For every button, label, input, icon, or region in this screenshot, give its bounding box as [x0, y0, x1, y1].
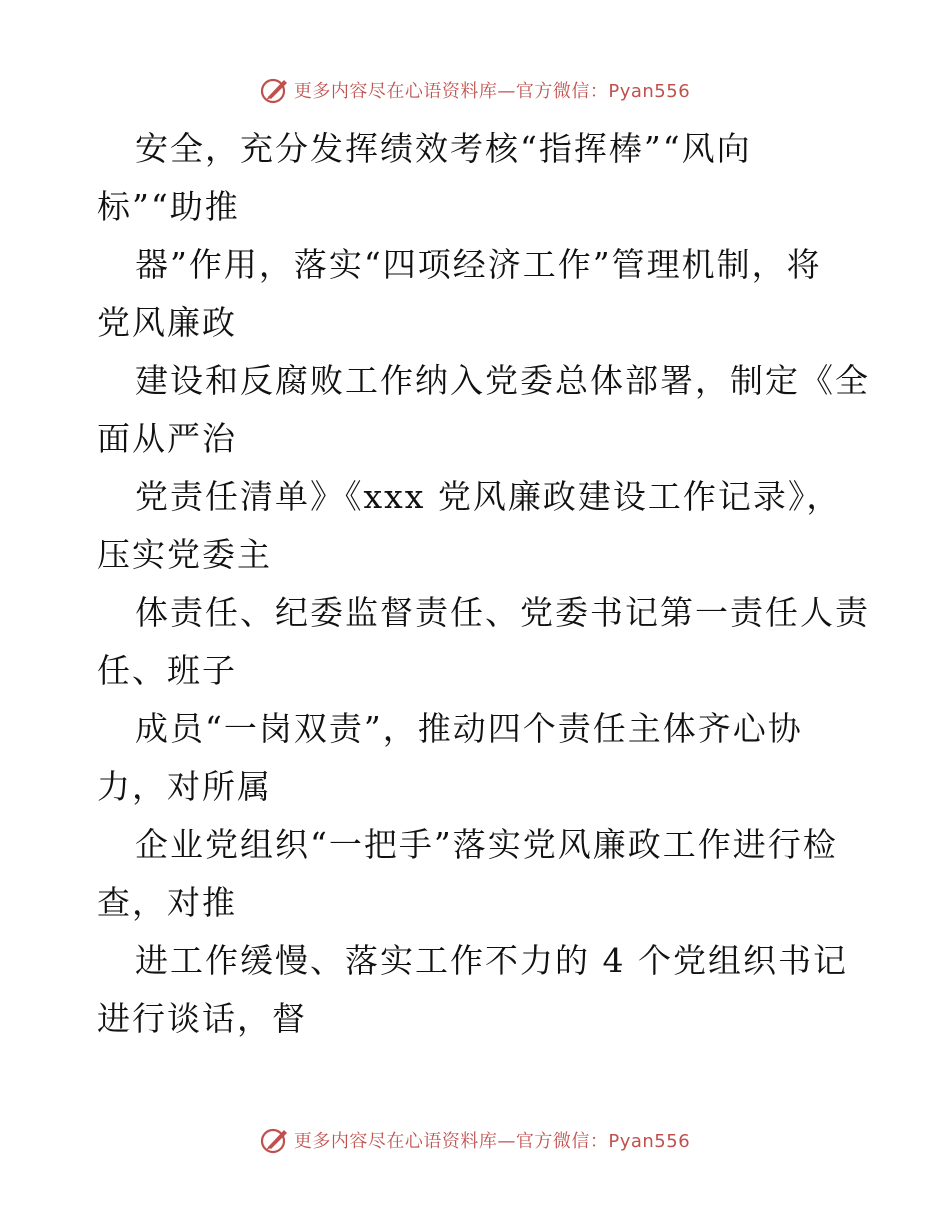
text-line: 安全，充分发挥绩效考核“指挥棒”“风向	[135, 129, 752, 168]
text-line: 进工作缓慢、落实工作不力的 4 个党组织书记	[135, 941, 848, 980]
footer-banner-text: 更多内容尽在心语资料库—官方微信：Pyan556	[293, 1131, 691, 1152]
text-line: 压实党委主	[97, 535, 272, 574]
text-line: 力，对所属	[97, 767, 272, 806]
text-line: 面从严治	[97, 419, 237, 458]
text-line: 体责任、纪委监督责任、党委书记第一责任人责	[135, 593, 870, 632]
text-line: 党责任清单》《xxx 党风廉政建设工作记录》，	[135, 477, 842, 516]
text-line: 进行谈话，督	[97, 999, 307, 1038]
text-line: 企业党组织“一把手”落实党风廉政工作进行检	[135, 825, 838, 864]
text-line: 任、班子	[97, 651, 237, 690]
text-line: 器”作用，落实“四项经济工作”管理机制，将	[135, 245, 822, 284]
footer-banner	[0, 1120, 950, 1160]
text-line: 党风廉政	[97, 303, 237, 342]
text-line: 建设和反腐败工作纳入党委总体部署，制定《全	[135, 361, 870, 400]
text-line: 标”“助推	[97, 187, 240, 226]
quill-pen-logo-icon	[260, 75, 290, 105]
text-line: 查，对推	[97, 883, 237, 922]
text-line: 成员“一岗双责”，推动四个责任主体齐心协	[135, 709, 803, 748]
quill-pen-logo-icon	[260, 1125, 290, 1155]
header-banner	[0, 70, 950, 110]
document-body	[97, 120, 870, 1048]
header-banner-text: 更多内容尽在心语资料库—官方微信：Pyan556	[293, 81, 691, 102]
